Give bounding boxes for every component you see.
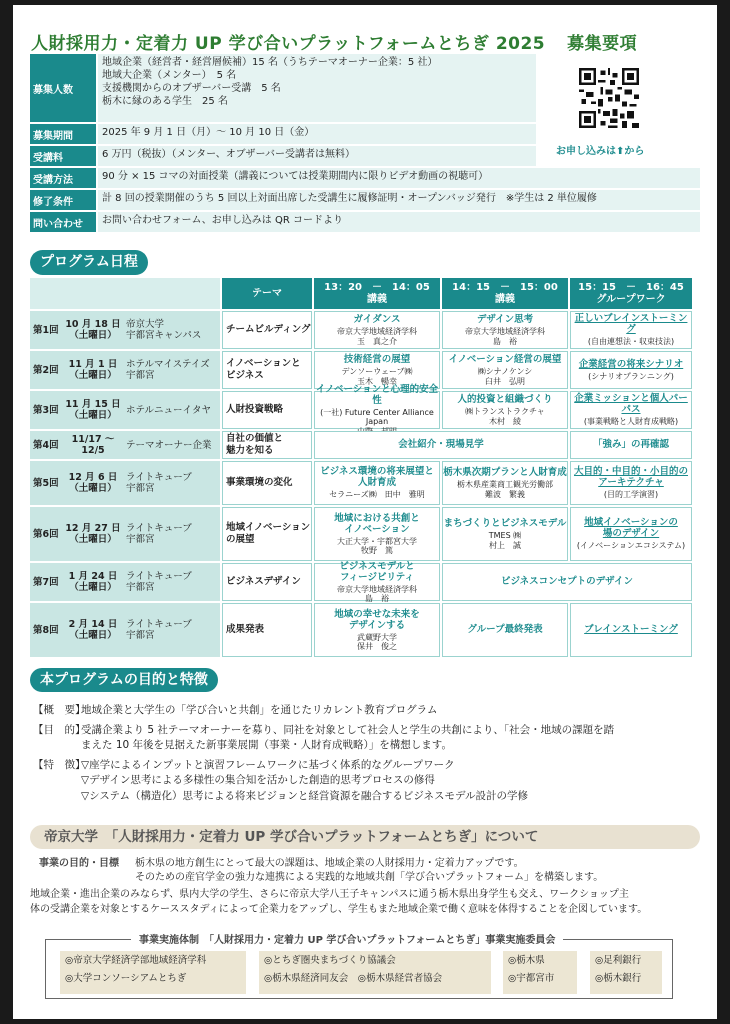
row-value: 90 分 × 15 コマの対面授業（講義については授業期間内に限りビデオ動画の視聴可） — [98, 168, 700, 188]
purpose-line: ▽デザイン思考による多様性の集合知を活かした創造的思考プロセスの修得 — [81, 774, 435, 786]
session-info — [30, 391, 220, 429]
session-theme: 成果発表 — [222, 603, 312, 657]
cell-title: ビジネスコンセプトのデザイン — [500, 575, 634, 587]
flyer-page — [13, 5, 717, 1019]
cell-title: 「強み」の再確認 — [592, 438, 669, 450]
session-cell — [314, 311, 440, 349]
purpose-row — [33, 758, 703, 805]
session-date: 12 月 6 日 （土曜日） — [68, 472, 118, 494]
cell-sub: (事業戦略と人財育成戦略) — [583, 417, 679, 427]
cell-sub: (イノベーションエコシステム) — [576, 541, 686, 551]
cell-sub: セラニーズ㈱ 田中 雅明 — [329, 490, 425, 500]
session-round: 第1回 — [33, 324, 59, 336]
slot-time: 14：15 － 15：00 — [452, 281, 558, 293]
cell-sub: デンソーウェーブ㈱ 玉木 暢幸 — [341, 367, 413, 386]
about-line: 地域企業・進出企業のみならず、県内大学の学生、さらに帝京大学八王子キャンパスに通う栃木県出身学生も交え、ワークショップ主 — [30, 889, 629, 900]
cell-sub: 帝京大学地域経済学科 島 裕 — [337, 584, 417, 603]
cell-title: 企業経営の将来シナリオ — [578, 358, 684, 370]
purpose-line: ▽座学によるインプットと演習フレームワークに基づく体系的なグループワーク — [81, 758, 455, 771]
capacity-line: 支援機関からのオブザーバー受講 5 名 — [102, 83, 281, 94]
purpose-list — [33, 703, 703, 804]
cell-title: イノベーションと心理的安全性 — [315, 383, 439, 406]
row-method — [30, 168, 700, 188]
slot-time: 13：20 － 14：05 — [324, 281, 430, 293]
purpose-value — [81, 758, 703, 805]
session-info — [30, 603, 220, 657]
session-place: 帝京大学 宇都宮キャンパス — [126, 319, 202, 341]
about-line: そのための産官学金の強力な連携による実践的な地域共創「学び合いプラットフォーム」を構築します。 — [135, 872, 604, 883]
capacity-line: 地域大企業（メンター） 5 名 — [102, 70, 237, 81]
apply-text: お申し込みは — [556, 146, 616, 157]
header-theme: テーマ — [222, 278, 312, 309]
session-info — [30, 507, 220, 561]
title-main: 人財採用力・定着力 UP 学び合いプラットフォームとちぎ 2025 — [31, 34, 546, 54]
session-cell — [442, 311, 568, 349]
session-row — [30, 431, 700, 459]
cell-title: 栃木県次期プランと人財育成 — [443, 467, 567, 478]
header-slot-3 — [570, 278, 692, 309]
session-theme: チームビルディング — [222, 311, 312, 349]
about-title: 帝京大学 「人財採用力・定着力 UP 学び合いプラットフォームとちぎ」について — [30, 825, 700, 849]
row-label: 受講方法 — [30, 168, 96, 188]
session-cell — [314, 461, 440, 505]
org: ◎とちぎ圏央まちづくり協議会 — [264, 955, 396, 966]
session-cell — [570, 431, 692, 459]
slot-type: グループワーク — [596, 293, 666, 305]
purpose-key: 【概 要】 — [33, 704, 86, 716]
session-place: ホテルニューイタヤ — [126, 404, 212, 416]
session-info — [30, 461, 220, 505]
purpose-line: ▽システム（構造化）思考による将来ビジョンと経営資源を融合するビジネスモデル設計の学修 — [81, 789, 528, 802]
committee-box — [259, 951, 491, 994]
cell-title: ビジネス環境の将来展望と 人財育成 — [320, 466, 434, 489]
cell-sub: ㈱シナノケンシ 臼井 弘明 — [477, 367, 533, 386]
purpose-line: 地域企業と大学生の「学び合いと共創」を通じたリカレント教育プログラム — [81, 704, 438, 716]
cell-sub: TMES ㈱ 村上 誠 — [488, 531, 522, 550]
slot-type: 講義 — [495, 293, 515, 305]
session-cell — [314, 431, 568, 459]
session-cell — [442, 603, 568, 657]
session-date: 12 月 27 日 （土曜日） — [65, 523, 121, 545]
cell-title: 大目的・中目的・小目的の アーキテクチャ — [573, 466, 688, 489]
committee-box — [590, 951, 662, 994]
session-place: ライトキューブ 宇都宮 — [126, 523, 192, 545]
cell-sub: 大正大学・宇都宮大学 牧野 篤 — [337, 536, 417, 555]
capacity-line: 地域企業（経営者・経営層候補）15 名（うちテーマオーナー企業：5 社） — [102, 57, 438, 68]
purpose-line: まえた 10 年後を見据えた新事業展開（事業・人財育成戦略）」を構想します。 — [81, 739, 452, 751]
committee-title: 事業実施体制 「人財採用力・定着力 UP 学び合いプラットフォームとちぎ」事業実施委員会 — [131, 931, 563, 946]
org: ◎帝京大学経済学部地域経済学科 — [65, 955, 207, 966]
cell-title: 地域の幸せな未来を デザインする — [334, 608, 420, 631]
session-info — [30, 563, 220, 601]
session-cell — [570, 311, 692, 349]
purpose-value — [81, 723, 703, 754]
session-theme: イノベーションと ビジネス — [222, 351, 312, 389]
slot-type: 講義 — [367, 293, 387, 305]
session-row — [30, 461, 700, 505]
session-cell — [570, 507, 692, 561]
session-round: 第8回 — [33, 624, 59, 636]
session-date: 11 月 15 日 （土曜日） — [65, 399, 121, 421]
session-round: 第4回 — [33, 439, 59, 451]
cell-title: 技術経営の展望 — [343, 354, 411, 365]
session-cell — [314, 603, 440, 657]
session-theme: ビジネスデザイン — [222, 563, 312, 601]
session-rows — [30, 311, 700, 657]
row-value — [98, 54, 536, 122]
session-place: ライトキューブ 宇都宮 — [126, 619, 192, 641]
session-theme: 事業環境の変化 — [222, 461, 312, 505]
row-value: お問い合わせフォーム、お申し込みは QR コードより — [98, 212, 700, 232]
about-line: 体の受講企業を対象とするケーススタディによって企業力をアップし、学生もまた地域企業で働く意味を体得することを企図しています。 — [30, 904, 648, 915]
session-date: 2 月 14 日 （土曜日） — [68, 619, 118, 641]
org: ◎栃木銀行 — [595, 973, 642, 984]
cell-title: ガイダンス — [353, 314, 401, 325]
cell-sub: 帝京大学地域経済学科 島 裕 — [465, 327, 545, 346]
org: ◎栃木県 — [508, 955, 545, 966]
purpose-section-title: 本プログラムの目的と特徴 — [30, 668, 218, 692]
session-cell — [442, 461, 568, 505]
row-contact — [30, 212, 700, 232]
header-blank — [30, 278, 220, 309]
purpose-key: 【目 的】 — [33, 723, 86, 736]
about-text — [135, 857, 695, 885]
session-cell — [442, 391, 568, 429]
cell-sub: (一社) Future Center Alliance Japan — [320, 407, 434, 427]
session-theme: 自社の価値と 魅力を知る — [222, 431, 312, 459]
slot-time: 15：15 － 16：45 — [578, 281, 684, 293]
session-round: 第5回 — [33, 477, 59, 489]
session-info — [30, 351, 220, 389]
cell-title: グループ最終発表 — [467, 623, 543, 635]
cell-title: デザイン思考 — [476, 314, 534, 325]
org: ◎大学コンソーシアムとちぎ — [65, 973, 187, 984]
session-cell — [314, 383, 440, 429]
org: ◎宇都宮市 — [508, 973, 555, 984]
row-label: 修了条件 — [30, 190, 96, 210]
session-date: 1 月 24 日 （土曜日） — [68, 571, 118, 593]
session-round: 第2回 — [33, 364, 59, 376]
cell-sub: (目的工学演習) — [603, 490, 659, 500]
purpose-line: 受講企業より 5 社テーマオーナーを募り、同社を対象として社会人と学生の共創により、「社会・地域の課題を踏 — [81, 723, 615, 736]
about-line: 栃木県の地方創生にとって最大の課題は、地域企業の人財採用力・定着力アップです。 — [135, 858, 524, 869]
session-place: ライトキューブ 宇都宮 — [126, 472, 192, 494]
session-date: 11 月 1 日 （土曜日） — [68, 359, 118, 381]
cell-title: 会社紹介・現場見学 — [398, 438, 484, 450]
session-theme: 地域イノベーション の展望 — [222, 507, 312, 561]
cell-title: イノベーション経営の展望 — [448, 354, 562, 365]
schedule-header — [30, 278, 700, 309]
session-round: 第7回 — [33, 576, 59, 588]
session-cell — [442, 507, 568, 561]
purpose-row — [33, 723, 703, 754]
cell-title: 正しいブレインストーミング — [574, 313, 688, 336]
cell-title: 人的投資と組織づくり — [457, 394, 553, 405]
cell-sub: 帝京大学地域経済学科 玉 真之介 — [337, 327, 417, 346]
cell-title: 地域における共創と イノベーション — [334, 512, 420, 535]
row-label: 募集期間 — [30, 124, 96, 144]
cell-title: 地域イノベーションの 場のデザイン — [584, 517, 678, 540]
title-recruit: 募集要項 — [567, 34, 638, 54]
session-cell — [570, 391, 692, 429]
qr-code-icon[interactable] — [579, 68, 639, 128]
cell-title: 企業ミッションと個人パーパス — [574, 393, 688, 416]
session-info — [30, 431, 220, 459]
session-cell — [442, 351, 568, 389]
session-row — [30, 383, 700, 429]
session-place: ホテルマイステイズ 宇都宮 — [126, 359, 210, 381]
session-cell — [570, 603, 692, 657]
session-round: 第3回 — [33, 404, 59, 416]
capacity-line: 栃木に縁のある学生 25 名 — [102, 96, 228, 107]
session-cell — [442, 563, 692, 601]
about-text-2 — [30, 887, 705, 917]
apply-suffix: から — [624, 146, 645, 157]
header-slot-2 — [442, 278, 568, 309]
cell-title: ビジネスモデルと フィージビリティ — [339, 560, 415, 583]
program-section-title: プログラム日程 — [30, 250, 148, 275]
about-label: 事業の目的・目標 — [39, 858, 119, 869]
committee-box — [60, 951, 246, 994]
session-place: テーマオーナー企業 — [126, 439, 212, 451]
cell-sub: 栃木県産業商工観光労働部 難波 繁義 — [457, 480, 553, 499]
session-place: ライトキューブ 宇都宮 — [126, 571, 192, 593]
cell-title: まちづくりとビジネスモデル — [443, 518, 567, 529]
row-label: 受講料 — [30, 146, 96, 166]
row-value: 2025 年 9 月 1 日（月）～ 10 月 10 日（金） — [98, 124, 536, 144]
session-theme: 人財投資戦略 — [222, 391, 312, 429]
org: ◎栃木県経済同友会 ◎栃木県経営者協会 — [264, 973, 443, 984]
cell-sub: (シナリオプランニング) — [588, 371, 674, 381]
purpose-row — [33, 703, 703, 719]
session-info — [30, 311, 220, 349]
session-date: 10 月 18 日 （土曜日） — [65, 319, 121, 341]
committee-box — [503, 951, 577, 994]
apply-note — [556, 142, 644, 157]
session-date: 11/17 ～ 12/5 — [71, 434, 115, 456]
session-cell — [570, 351, 692, 389]
session-row — [30, 311, 700, 349]
session-cell — [570, 461, 692, 505]
row-completion — [30, 190, 700, 210]
header-slot-1 — [314, 278, 440, 309]
session-round: 第6回 — [33, 528, 59, 540]
cell-sub: (自由連想法・収束技法) — [587, 337, 675, 347]
row-value: 計 8 回の授業開催のうち 5 回以上対面出席した受講生に履修証明・オープンバッジ発行 ※学生は 2 単位履修 — [98, 190, 700, 210]
cell-title: ブレインストーミング — [584, 623, 678, 635]
cell-sub: ㈱トランストラクチャ 木村 綾 — [465, 407, 545, 426]
arrow-up-icon: ⬆ — [616, 146, 625, 157]
page-title — [31, 29, 637, 54]
session-row — [30, 507, 700, 561]
row-value: 6 万円（税抜）（メンター、オブザーバー受講者は無料） — [98, 146, 536, 166]
org: ◎足利銀行 — [595, 955, 642, 966]
session-cell — [314, 507, 440, 561]
row-label: 募集人数 — [30, 54, 96, 122]
row-label: 問い合わせ — [30, 212, 96, 232]
session-row — [30, 560, 700, 603]
session-cell — [314, 560, 440, 603]
session-row — [30, 603, 700, 657]
purpose-key: 【特 徴】 — [33, 758, 86, 771]
cell-sub: 武蔵野大学 保井 俊之 — [357, 632, 397, 651]
schedule-table — [30, 278, 700, 657]
purpose-value — [81, 703, 703, 719]
